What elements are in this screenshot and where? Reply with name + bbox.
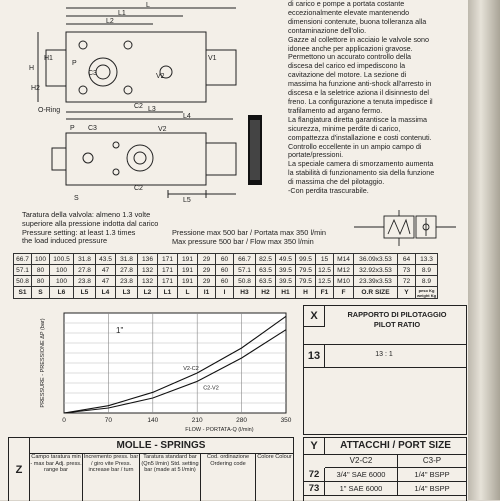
dimension-header-cell: H3 [234,287,256,299]
description-text [288,0,463,196]
desc-line: massima ha funzione anti-shock all'arresto in [288,79,432,89]
dimension-header-cell: O.R SIZE [354,287,398,299]
dimension-header-cell: S [32,287,50,299]
dim-label-l: L [146,2,150,9]
dimension-header-cell: I [216,287,234,299]
dim-label-l3: L3 [148,106,156,113]
note-it-line2: superiore alla pressione indotta dal carico [22,218,159,228]
dimension-cell: 100 [50,276,74,287]
dimension-cell: 132 [138,265,158,276]
springs-col-range: Campo taratura min - max bar Adj. press. range bar [30,454,83,501]
dimension-header-cell: F1 [316,287,334,299]
desc-line: di carico e pompe a portata costante [288,0,405,8]
desc-line: freno. La configurazione a tenuta impedisce il [288,96,433,106]
dimension-cell: 39.5 [276,265,296,276]
dimension-cell: 191 [178,276,198,287]
port-code: 73 [304,482,325,495]
springs-col-increase: Incremento press. bar / giro vite Press. increase bar / turn [83,454,140,501]
dimension-header-row [14,287,438,299]
dimension-cell: 50.8 [234,276,256,287]
dimension-header-cell: H2 [256,287,276,299]
dimension-header-cell: Y [398,287,416,299]
dimension-cell: 31.8 [116,254,138,265]
dim-label-l2: L2 [106,18,114,25]
dim-label-l4: L4 [183,113,191,120]
x-tick-label: 350 [280,417,292,424]
desc-line: La flangiatura diretta garantisce la massima [288,114,428,124]
dimension-cell: M14 [334,254,354,265]
dim-label-h1: H1 [44,55,53,62]
desc-line: contaminazione dell'olio. [288,25,367,35]
dimension-header-cell: L6 [50,287,74,299]
port-v2c2: 3/4" SAE 6000 [325,468,398,481]
dimension-header-cell: F [334,287,354,299]
port-label-c2: C2 [134,103,143,110]
pilot-col-label: X [304,306,325,327]
ports-col-label: Y [304,438,325,455]
dimension-cell: 8.9 [416,276,438,287]
pressure-setting-notes [22,211,182,246]
dimension-cell: 60 [216,254,234,265]
ports-head-v2c2: V2-C2 [325,455,398,468]
dimension-cell: 32.92x3.53 [354,265,398,276]
port-label-c3: C3 [88,70,97,77]
pilot-ratio-row [304,344,466,368]
port-label-c2-lower: C2 [134,185,143,192]
port-c3p: 1/4" BSPP [414,484,450,493]
dimension-header-cell: peso Kg weight Kg [416,287,437,298]
max-pressure-notes [172,229,326,247]
port-label-v2-lower: V2 [158,126,167,133]
port-row [304,482,466,496]
port-c3p: 1/4" BSPP [414,470,450,479]
pilot-code: 13 [304,345,325,367]
desc-line: la stabilità di funzionamento sia della funzione [288,168,435,178]
dimension-cell: 47 [96,276,116,287]
dimension-header-cell: S1 [14,287,32,299]
dimension-cell: M12 [334,265,354,276]
desc-line: -Con perdita trascurabile. [288,186,369,196]
oring-label: O-Ring [38,107,61,114]
dimension-cell: 73 [398,265,416,276]
dimension-header-cell: H [296,287,316,299]
port-code: 72 [304,468,325,481]
dimension-cell: 29 [198,254,216,265]
dimension-cell: 82.5 [256,254,276,265]
y-axis-label: PRESSURE - PRESSIONE ΔP (bar) [40,318,46,408]
dimension-cell: 100 [32,254,50,265]
dimension-cell: 63.5 [256,265,276,276]
desc-line: cavitazione del motore. La sezione di [288,70,407,80]
dimension-cell: 171 [158,276,178,287]
dimension-cell: 47 [96,265,116,276]
x-tick-label: 210 [191,417,203,424]
pressure-it: Pressione max 500 bar / Portata max 350 l/min [172,228,327,237]
x-axis-label: FLOW - PORTATA-Q (l/min) [185,427,254,433]
dimension-cell: 171 [158,265,178,276]
dimension-cell: 66.7 [14,254,32,265]
dimension-cell: M10 [334,276,354,287]
dimension-cell: 66.7 [234,254,256,265]
dimension-header-cell: L [178,287,198,299]
springs-col-label: Z [9,438,30,501]
dimension-header-cell: L1 [158,287,178,299]
dimension-cell: 31.8 [74,254,96,265]
springs-col-standard: Taratura standard bar (Qn5 l/min) Std. setting bar (made at 5 l/min) [140,454,201,501]
port-v2c2: 1" SAE 6000 [325,482,398,495]
dim-label-l1: L1 [118,10,126,17]
dimension-cell: 191 [178,254,198,265]
hydraulic-symbol [344,208,464,248]
dimension-cell: 49.5 [276,254,296,265]
dimension-cell: 79.5 [296,265,316,276]
desc-line: eccezionalmente elevate mantenendo [288,7,410,17]
dim-label-h: H [29,65,35,72]
dimension-cell: 39.5 [276,276,296,287]
note-en-line2: the load induced pressure [22,236,108,246]
dimension-cell: 72 [398,276,416,287]
desc-line: sicurezza, minime perdite di carico, [288,123,401,133]
ports-head-c3p: C3-P [398,455,466,468]
dimension-cell: 27.8 [74,265,96,276]
desc-line: portate/pressioni. [288,150,344,160]
desc-line: compattezza d'installazione e costi contenuti. [288,132,432,142]
dimension-cell: 80 [32,265,50,276]
ports-title: ATTACCHI / PORT SIZE [325,438,466,455]
dimension-header-cell: I1 [198,287,216,299]
pressure-drop-chart [30,305,292,435]
port-label-c3-lower: C3 [88,125,97,132]
desc-line: discesa e la seletrice aziona il disinnesto del [288,88,430,98]
dimension-cell: 29 [198,265,216,276]
dimension-cell: 15 [316,254,334,265]
desc-line: di massima che del pilotaggio. [288,177,385,187]
springs-col-code: Cod. ordinazione Ordering code [201,454,256,501]
port-label-p-lower: P [70,125,75,132]
valve-technical-drawing [8,0,270,208]
port-label-p: P [72,60,77,67]
desc-line: dimensioni contenute, buona tolleranza alla [288,16,427,26]
desc-line: Gazze al collettore in acciaio le valvole sono [288,34,430,44]
dimension-cell: 12.5 [316,276,334,287]
dimension-cell: 43.5 [96,254,116,265]
series-label: C2-V2 [203,385,219,392]
dimension-cell: 23.8 [74,276,96,287]
dimension-header-cell: H1 [276,287,296,299]
dimension-cell: 29 [198,276,216,287]
desc-line: Permettono un accurato controllo della [288,52,412,62]
dimension-cell: 99.5 [296,254,316,265]
desc-line: idonee anche per applicazioni gravose. [288,43,413,53]
curve-size-label: 1" [116,326,124,335]
port-row [304,468,466,482]
dimension-cell: 23.39x3.53 [354,276,398,287]
dimension-cell: 50.8 [14,276,32,287]
dimension-cell: 60 [216,276,234,287]
dimension-header-cell: L4 [96,287,116,299]
pilot-title-en: PILOT RATIO [373,320,421,329]
desc-line: Controllo eccellente in un ampio campo di [288,141,422,151]
dimension-cell: 8.9 [416,265,438,276]
pilot-title [330,310,464,330]
pressure-en: Max pressure 500 bar / Flow max 350 l/min [172,236,314,246]
dimension-cell: 12.5 [316,265,334,276]
dimension-header-cell: L5 [74,287,96,299]
pilot-title-it: RAPPORTO DI PILOTAGGIO [347,310,447,319]
x-tick-label: 0 [62,417,66,424]
binding-edge [468,0,500,500]
dim-label-l5: L5 [183,197,191,204]
dimension-cell: 132 [138,276,158,287]
dimension-cell: 13.3 [416,254,438,265]
dimension-cell: 100.5 [50,254,74,265]
dimension-row [14,265,438,276]
desc-line: trafilamento ad argano fermo. [288,105,383,115]
dimension-cell: 79.5 [296,276,316,287]
dimension-cell: 136 [138,254,158,265]
dimension-cell: 100 [50,265,74,276]
dimension-cell: 60 [216,265,234,276]
dim-label-s: S [74,195,79,202]
note-it-line1: Taratura della valvola: almeno 1.3 volte [22,210,151,219]
springs-table [8,437,294,501]
dim-label-h2: H2 [31,85,40,92]
dimension-cell: 64 [398,254,416,265]
x-tick-label: 280 [236,417,248,424]
dimension-row [14,254,438,265]
x-tick-label: 70 [104,417,113,424]
dimensions-table [13,253,438,299]
port-label-v2: V2 [156,73,165,80]
dimension-cell: 63.5 [256,276,276,287]
pilot-ratio-value: 13 : 1 [375,351,393,358]
pilot-ratio-box [303,305,467,435]
dimension-cell: 23.8 [116,276,138,287]
springs-title: MOLLE - SPRINGS [29,438,293,454]
dimension-header-cell: L3 [116,287,138,299]
dimension-cell: 191 [178,265,198,276]
springs-col-colour: Colore Colour [257,454,292,460]
series-label: V2-C2 [183,366,199,372]
desc-line: discesa del carico ed impediscono la [288,61,406,71]
port-size-table [303,437,467,501]
dimension-cell: 80 [32,276,50,287]
dimension-cell: 57.1 [234,265,256,276]
desc-line: La speciale camera di smorzamento aumenta [288,159,434,169]
dimension-row [14,276,438,287]
port-label-v1: V1 [208,55,217,62]
dimension-cell: 27.8 [116,265,138,276]
note-en-line1: Pressure setting: at least 1.3 times [22,227,136,237]
dimension-cell: 57.1 [14,265,32,276]
dimension-cell: 171 [158,254,178,265]
dimension-cell: 36.09x3.53 [354,254,398,265]
x-tick-label: 140 [147,417,159,424]
dimension-header-cell: L2 [138,287,158,299]
